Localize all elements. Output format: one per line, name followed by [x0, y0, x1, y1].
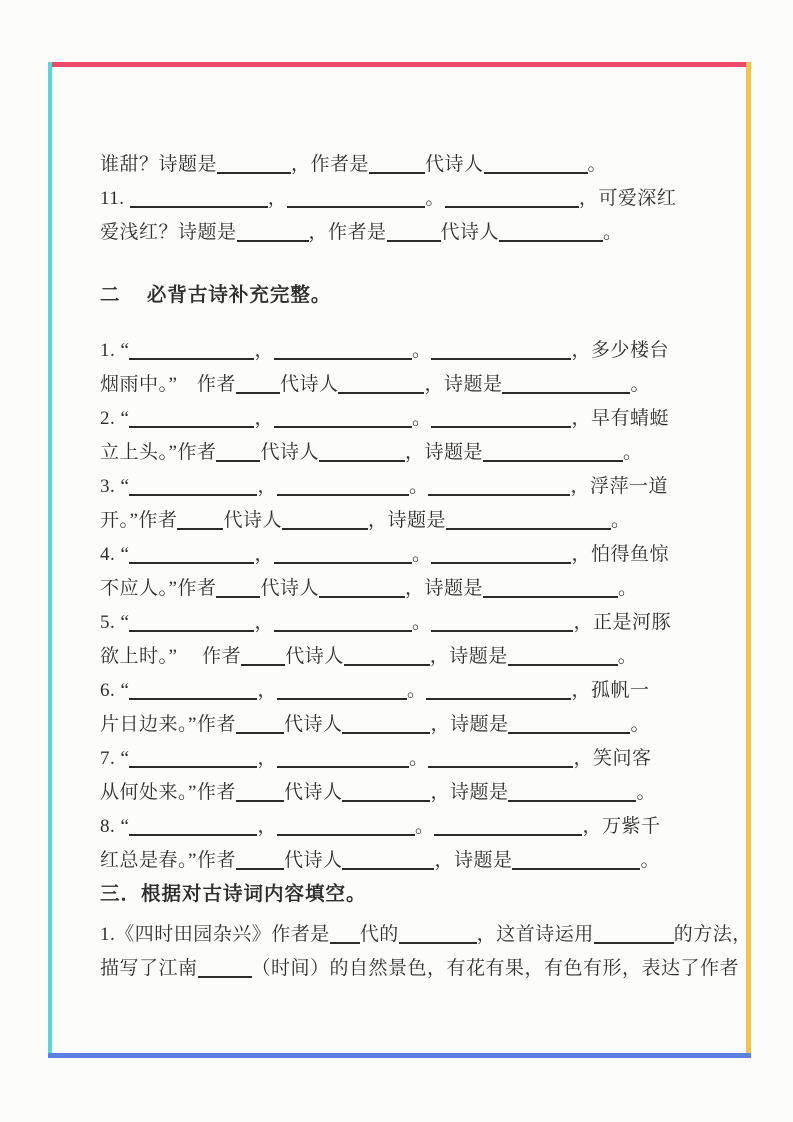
fill-in-blank: [282, 524, 368, 530]
text-run: ，诗题是: [404, 578, 483, 599]
s2-q5-line2: [100, 640, 740, 674]
fill-in-blank: [274, 626, 412, 632]
text-run: ，浮萍一道: [570, 476, 668, 497]
fill-in-blank: [431, 422, 571, 428]
fill-in-blank: [236, 728, 284, 734]
text-run: 代诗人: [223, 510, 282, 531]
text-run: ，作者是: [308, 222, 387, 243]
text-run: 立上头。”作者: [100, 442, 217, 463]
fill-in-blank: [369, 168, 425, 174]
fill-in-blank: [287, 202, 425, 208]
text-run: ，诗题是: [430, 714, 509, 735]
text-run: ，: [254, 340, 274, 361]
text-run: 谁甜？诗题是: [100, 154, 218, 175]
fill-in-blank: [446, 524, 611, 530]
text-run: 。: [630, 374, 650, 395]
s2-q1-line2: [100, 368, 740, 402]
fill-in-blank: [342, 796, 430, 802]
frame-left-border: [48, 62, 52, 1058]
fill-in-blank: [431, 626, 573, 632]
frame-top-border: [48, 62, 751, 67]
text-run: 不应人。”作者: [100, 578, 217, 599]
s2-q5-line1: [100, 606, 740, 640]
text-run: ，: [257, 816, 277, 837]
fill-in-blank: [129, 490, 257, 496]
text-run: 。: [610, 510, 631, 531]
fill-in-blank: [484, 168, 588, 174]
fill-in-blank: [319, 592, 405, 598]
text-run: 11.: [100, 188, 130, 209]
fill-in-blank: [445, 202, 579, 208]
text-run: 片日边来。”作者: [100, 714, 236, 735]
text-run: 4. “: [100, 544, 130, 565]
s2-q7-line2: [100, 776, 740, 810]
fill-in-blank: [431, 558, 571, 564]
text-run: ，笑问客: [573, 748, 652, 769]
s2-q6-line2: [100, 708, 740, 742]
document-body: [100, 148, 752, 986]
text-run: ，: [257, 748, 277, 769]
section3-heading: [100, 878, 740, 912]
fill-in-blank: [236, 864, 284, 870]
fill-in-blank: [216, 592, 260, 598]
text-run: 。: [640, 850, 660, 871]
text-run: ，早有蜻蜓: [571, 408, 669, 429]
text-run: ，诗题是: [429, 646, 508, 667]
text-run: ，: [257, 680, 277, 701]
fill-in-blank: [502, 388, 630, 394]
fill-in-blank: [217, 168, 291, 174]
fill-in-blank: [431, 354, 571, 360]
s2-q6-line1: [100, 674, 740, 708]
fill-in-blank: [508, 660, 618, 666]
text-run: 。: [406, 680, 427, 701]
s2-q3-line2: [100, 504, 740, 538]
text-run: 3. “: [100, 476, 130, 497]
text-run: ，怕得鱼惊: [571, 544, 669, 565]
text-run: ，诗题是: [367, 510, 446, 531]
fill-in-blank: [274, 558, 412, 564]
s2-q3-line1: [100, 470, 740, 504]
text-run: ，作者是: [291, 154, 370, 175]
text-run: 1.《四时田园杂兴》作者是: [100, 924, 330, 945]
fill-in-blank: [428, 762, 573, 768]
text-run: 红总是春。”作者: [100, 850, 236, 871]
text-run: ，: [257, 476, 277, 497]
fill-in-blank: [216, 456, 260, 462]
text-run: 7. “: [100, 748, 130, 769]
s2-q2-line2: [100, 436, 740, 470]
text-run: 代诗人: [260, 442, 319, 463]
fill-in-blank: [241, 660, 285, 666]
fill-in-blank: [426, 694, 571, 700]
text-run: ，: [254, 612, 274, 633]
fill-in-blank: [236, 796, 284, 802]
s2-q1-line1: [100, 334, 740, 368]
text-run: 。: [411, 544, 432, 565]
text-run: ，诗题是: [424, 374, 503, 395]
text-run: 。: [617, 578, 638, 599]
fill-in-blank: [277, 762, 409, 768]
fill-in-blank: [274, 354, 412, 360]
s2-q4-line2: [100, 572, 740, 606]
text-run: 6. “: [100, 680, 130, 701]
text-run: 代诗人: [440, 222, 500, 243]
fill-in-blank: [130, 202, 268, 208]
text-run: 代诗人: [285, 646, 344, 667]
text-run: 欲上时。” 作者: [100, 646, 242, 667]
text-run: 。: [408, 748, 429, 769]
fill-in-blank: [483, 456, 623, 462]
fill-in-blank: [399, 938, 477, 944]
s2-q4-line1: [100, 538, 740, 572]
fill-in-blank: [177, 524, 223, 530]
text-run: ，可爱深红: [578, 188, 677, 209]
fill-in-blank: [274, 422, 412, 428]
text-run: 代诗人: [279, 374, 339, 395]
text-run: 代的: [359, 924, 399, 945]
fill-in-blank: [483, 592, 618, 598]
text-run: 。: [411, 612, 432, 633]
fill-in-blank: [512, 864, 640, 870]
text-run: 5. “: [100, 612, 130, 633]
q10-tail-line: [100, 148, 740, 182]
text-run: 代诗人: [283, 850, 343, 871]
text-run: 。: [603, 222, 623, 243]
fill-in-blank: [129, 830, 257, 836]
text-run: ，万紫千: [582, 816, 661, 837]
s2-q7-line1: [100, 742, 740, 776]
text-run: 。: [622, 442, 643, 463]
text-run: ，正是河豚: [573, 612, 671, 633]
text-run: 三．根据对古诗词内容填空。: [100, 884, 367, 905]
s2-q8-line2: [100, 844, 740, 878]
frame-right-border: [746, 62, 751, 1058]
fill-in-blank: [198, 972, 252, 978]
text-run: 从何处来。”作者: [100, 782, 236, 803]
text-run: 开。”作者: [100, 510, 178, 531]
text-run: ，诗题是: [430, 782, 509, 803]
text-run: ，: [267, 188, 288, 209]
s3-q1-line2: [100, 952, 740, 986]
s2-q8-line1: [100, 810, 740, 844]
fill-in-blank: [594, 938, 674, 944]
text-run: 代诗人: [260, 578, 319, 599]
fill-in-blank: [277, 694, 407, 700]
text-run: 2. “: [100, 408, 130, 429]
text-run: 描写了江南: [100, 958, 198, 979]
fill-in-blank: [344, 660, 430, 666]
fill-in-blank: [277, 830, 415, 836]
text-run: 。: [411, 408, 432, 429]
text-run: 。: [414, 816, 435, 837]
text-run: 代诗人: [283, 782, 343, 803]
section2-heading: [100, 279, 740, 313]
fill-in-blank: [499, 236, 603, 242]
text-run: 。: [636, 782, 656, 803]
frame-bottom-border: [48, 1053, 751, 1058]
fill-in-blank: [237, 236, 309, 242]
fill-in-blank: [387, 236, 441, 242]
fill-in-blank: [129, 694, 257, 700]
text-run: ，: [254, 408, 274, 429]
fill-in-blank: [129, 626, 254, 632]
text-run: 二 必背古诗补充完整。: [100, 285, 332, 306]
text-run: 的方法，: [673, 924, 752, 945]
text-run: 。: [425, 188, 445, 209]
fill-in-blank: [319, 456, 405, 462]
text-run: 。: [587, 154, 608, 175]
text-run: ，孤帆一: [571, 680, 650, 701]
fill-in-blank: [434, 830, 582, 836]
fill-in-blank: [508, 728, 630, 734]
text-run: 1. “: [100, 340, 130, 361]
text-run: 爱浅红？诗题是: [100, 222, 237, 243]
text-run: （时间）的自然景色，有花有果，有色有形，表达了作者: [251, 958, 740, 979]
fill-in-blank: [338, 388, 424, 394]
q11-line2: [100, 216, 740, 250]
text-run: ，诗题是: [404, 442, 483, 463]
text-run: ，多少楼台: [571, 340, 669, 361]
fill-in-blank: [277, 490, 409, 496]
text-run: 代诗人: [283, 714, 343, 735]
fill-in-blank: [129, 354, 254, 360]
s3-q1-line1: [100, 918, 752, 952]
q11-line1: [100, 182, 740, 216]
fill-in-blank: [342, 864, 434, 870]
fill-in-blank: [129, 558, 254, 564]
text-run: 8. “: [100, 816, 130, 837]
fill-in-blank: [330, 938, 360, 944]
s2-q2-line1: [100, 402, 740, 436]
text-run: ，诗题是: [434, 850, 513, 871]
fill-in-blank: [129, 762, 257, 768]
text-run: ，: [254, 544, 274, 565]
fill-in-blank: [508, 796, 636, 802]
text-run: 。: [411, 340, 432, 361]
text-run: 代诗人: [425, 154, 484, 175]
fill-in-blank: [342, 728, 430, 734]
text-run: 。: [630, 714, 650, 735]
text-run: 烟雨中。” 作者: [100, 374, 236, 395]
fill-in-blank: [236, 388, 280, 394]
text-run: 。: [617, 646, 638, 667]
text-run: 。: [408, 476, 429, 497]
text-run: ，这首诗运用: [476, 924, 594, 945]
fill-in-blank: [129, 422, 254, 428]
fill-in-blank: [428, 490, 570, 496]
